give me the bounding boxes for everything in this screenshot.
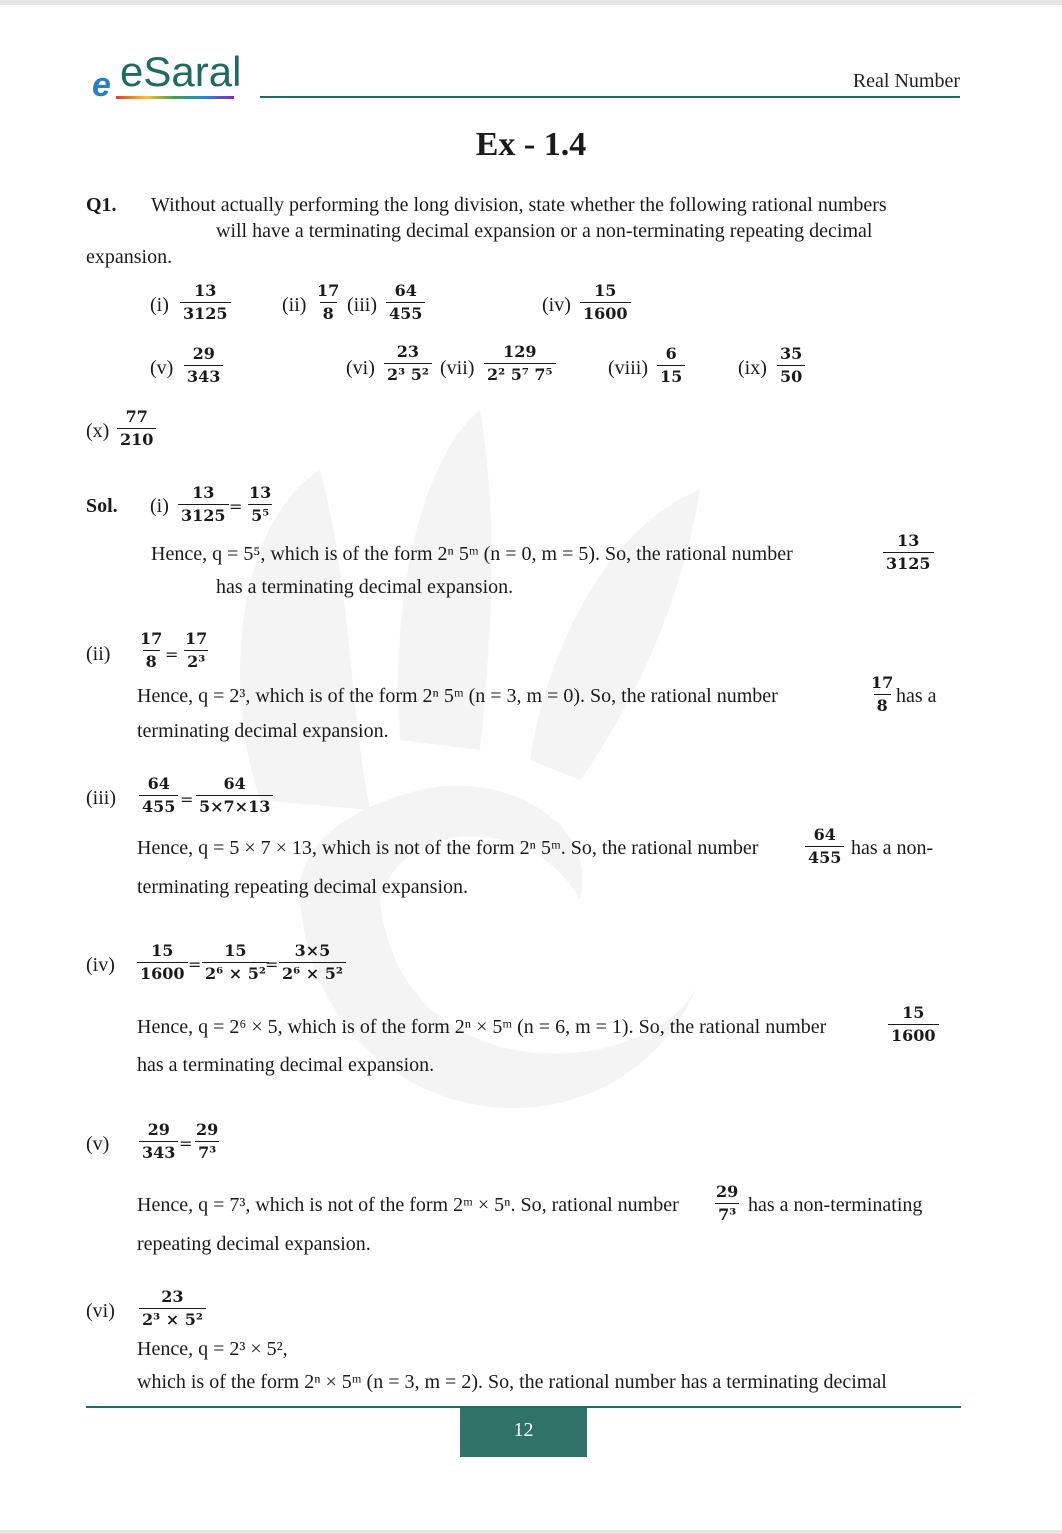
item-label: (vi)	[346, 357, 375, 379]
numerator: 64	[223, 774, 246, 793]
denominator: 3125	[180, 302, 231, 322]
part-text-2: has a terminating decimal expansion.	[137, 1054, 435, 1076]
inline-fraction	[868, 675, 896, 714]
numerator: 64	[147, 774, 170, 793]
numerator: 129	[503, 342, 537, 361]
question-line-2: will have a terminating decimal expansion or a non-terminating repeating decimal	[216, 220, 873, 242]
equals-sign: =	[265, 955, 279, 974]
denominator: 343	[184, 365, 223, 385]
numerator: 6	[665, 344, 677, 363]
denominator: 50	[777, 365, 805, 385]
item-fraction	[657, 346, 685, 385]
part-text-1b: has a	[896, 685, 937, 707]
denominator: 7³	[195, 1141, 219, 1161]
denominator: 5⁵	[248, 504, 272, 524]
item-label: (v)	[150, 357, 174, 379]
inline-fraction	[713, 1184, 741, 1223]
denominator: 7³	[715, 1203, 739, 1223]
numerator: 77	[125, 407, 148, 426]
denominator: 1600	[888, 1024, 939, 1044]
denominator: 8	[874, 694, 891, 714]
part-text-1: Hence, q = 5⁵, which is of the form 2ⁿ 5ᵐ (n = 0, m = 5). So, the rational number	[151, 543, 793, 565]
numerator: 13	[897, 531, 920, 550]
bottom-border	[0, 1530, 1062, 1534]
part-text-2: terminating decimal expansion.	[137, 720, 389, 742]
item-fraction	[184, 346, 223, 385]
part-text-2: repeating decimal expansion.	[137, 1233, 371, 1255]
part-text-1: Hence, q = 2⁶ × 5, which is of the form 2ⁿ × 5ᵐ (n = 6, m = 1). So, the rational number	[137, 1016, 827, 1038]
eq-fraction	[196, 776, 273, 815]
denominator: 8	[143, 650, 160, 670]
denominator: 5×7×13	[196, 795, 273, 815]
denominator: 15	[657, 365, 685, 385]
part-text-1: Hence, q = 5 × 7 × 13, which is not of the form 2ⁿ 5ᵐ. So, the rational number	[137, 837, 759, 859]
denominator: 455	[139, 795, 178, 815]
watermark-logo-icon	[200, 380, 760, 1160]
inline-fraction	[805, 827, 844, 866]
numerator: 15	[594, 281, 617, 300]
part-label: (iv)	[86, 954, 115, 976]
eq-fraction	[202, 943, 269, 982]
part-label: (i)	[150, 495, 169, 517]
denominator: 2³	[184, 650, 208, 670]
numerator: 29	[147, 1120, 170, 1139]
item-label: (iv)	[542, 294, 571, 316]
part-text-2: terminating repeating decimal expansion.	[137, 876, 468, 898]
part-text-2: which is of the form 2ⁿ × 5ᵐ (n = 3, m = 2). So, the rational number has a terminating decimal	[137, 1371, 887, 1393]
part-text-1: Hence, q = 2³ × 5²,	[137, 1338, 288, 1360]
question-label: Q1.	[86, 194, 117, 216]
item-fraction	[580, 283, 631, 322]
eq-fraction	[139, 1122, 178, 1161]
denominator: 455	[805, 846, 844, 866]
part-text-1b: has a non-terminating	[748, 1194, 923, 1216]
question-line-3: expansion.	[86, 246, 173, 268]
denominator: 3125	[178, 504, 229, 524]
denominator: 2³ × 5²	[139, 1308, 206, 1328]
inline-fraction	[883, 533, 934, 572]
item-fraction	[777, 346, 805, 385]
item-fraction	[117, 409, 156, 448]
numerator: 13	[249, 483, 272, 502]
item-label: (i)	[150, 294, 169, 316]
numerator: 15	[902, 1003, 925, 1022]
item-label: (iii)	[347, 294, 377, 316]
denominator: 2⁶ × 5²	[279, 962, 346, 982]
numerator: 29	[196, 1120, 219, 1139]
item-label: (x)	[86, 420, 110, 442]
numerator: 64	[394, 281, 417, 300]
denominator: 3125	[883, 552, 934, 572]
eq-fraction	[139, 1289, 206, 1328]
denominator: 1600	[137, 962, 188, 982]
part-text-1b: has a non-	[851, 837, 934, 859]
eq-fraction	[178, 485, 229, 524]
logo-e-mark: e	[92, 66, 111, 104]
item-fraction	[484, 344, 556, 383]
item-label: (ix)	[738, 357, 767, 379]
denominator: 210	[117, 428, 156, 448]
equals-sign: =	[165, 645, 179, 664]
top-border	[0, 0, 1062, 5]
equals-sign: =	[188, 955, 202, 974]
numerator: 3×5	[294, 941, 331, 960]
numerator: 17	[317, 281, 340, 300]
part-text-2: has a terminating decimal expansion.	[216, 576, 514, 598]
numerator: 17	[140, 629, 163, 648]
solution-label: Sol.	[86, 495, 118, 517]
numerator: 17	[871, 673, 894, 692]
item-fraction	[314, 283, 342, 322]
numerator: 23	[161, 1287, 184, 1306]
item-label: (vii)	[440, 357, 475, 379]
item-fraction	[386, 283, 425, 322]
logo-underline	[116, 96, 234, 99]
numerator: 13	[192, 483, 215, 502]
header-divider	[260, 96, 960, 98]
eq-fraction	[246, 485, 274, 524]
eq-fraction	[193, 1122, 221, 1161]
numerator: 64	[813, 825, 836, 844]
numerator: 29	[716, 1182, 739, 1201]
eq-fraction	[139, 776, 178, 815]
question-line-1: Without actually performing the long division, state whether the following rational numbers	[151, 194, 887, 216]
equals-sign: =	[179, 1134, 193, 1153]
denominator: 343	[139, 1141, 178, 1161]
numerator: 15	[224, 941, 247, 960]
item-label: (viii)	[608, 357, 648, 379]
denominator: 2³ 5²	[384, 363, 432, 383]
part-label: (v)	[86, 1133, 110, 1155]
part-label: (vi)	[86, 1300, 115, 1322]
inline-fraction	[888, 1005, 939, 1044]
eq-fraction	[182, 631, 210, 670]
numerator: 23	[396, 342, 420, 361]
denominator: 2² 5⁷ 7⁵	[484, 363, 556, 383]
equals-sign: =	[180, 790, 194, 809]
denominator: 1600	[580, 302, 631, 322]
numerator: 29	[192, 344, 215, 363]
numerator: 35	[780, 344, 803, 363]
denominator: 8	[320, 302, 337, 322]
item-fraction	[180, 283, 231, 322]
item-label: (ii)	[282, 294, 307, 316]
part-label: (iii)	[86, 787, 116, 809]
numerator: 17	[185, 629, 208, 648]
numerator: 13	[194, 281, 217, 300]
numerator: 15	[151, 941, 174, 960]
esaral-logo	[86, 48, 246, 104]
equals-sign: =	[229, 497, 243, 516]
eq-fraction	[137, 943, 188, 982]
eq-fraction	[137, 631, 165, 670]
exercise-title: Ex - 1.4	[475, 126, 587, 163]
eq-fraction	[279, 943, 346, 982]
denominator: 2⁶ × 5²	[202, 962, 269, 982]
part-text-1: Hence, q = 7³, which is not of the form 2ᵐ × 5ⁿ. So, rational number	[137, 1194, 679, 1216]
part-text-1: Hence, q = 2³, which is of the form 2ⁿ 5ᵐ (n = 3, m = 0). So, the rational number	[137, 685, 778, 707]
header-section-title: Real Number	[852, 70, 960, 92]
part-label: (ii)	[86, 643, 111, 665]
page-number: 12	[460, 1408, 587, 1457]
denominator: 455	[386, 302, 425, 322]
logo-text: eSaral	[120, 48, 242, 95]
item-fraction	[384, 344, 432, 383]
